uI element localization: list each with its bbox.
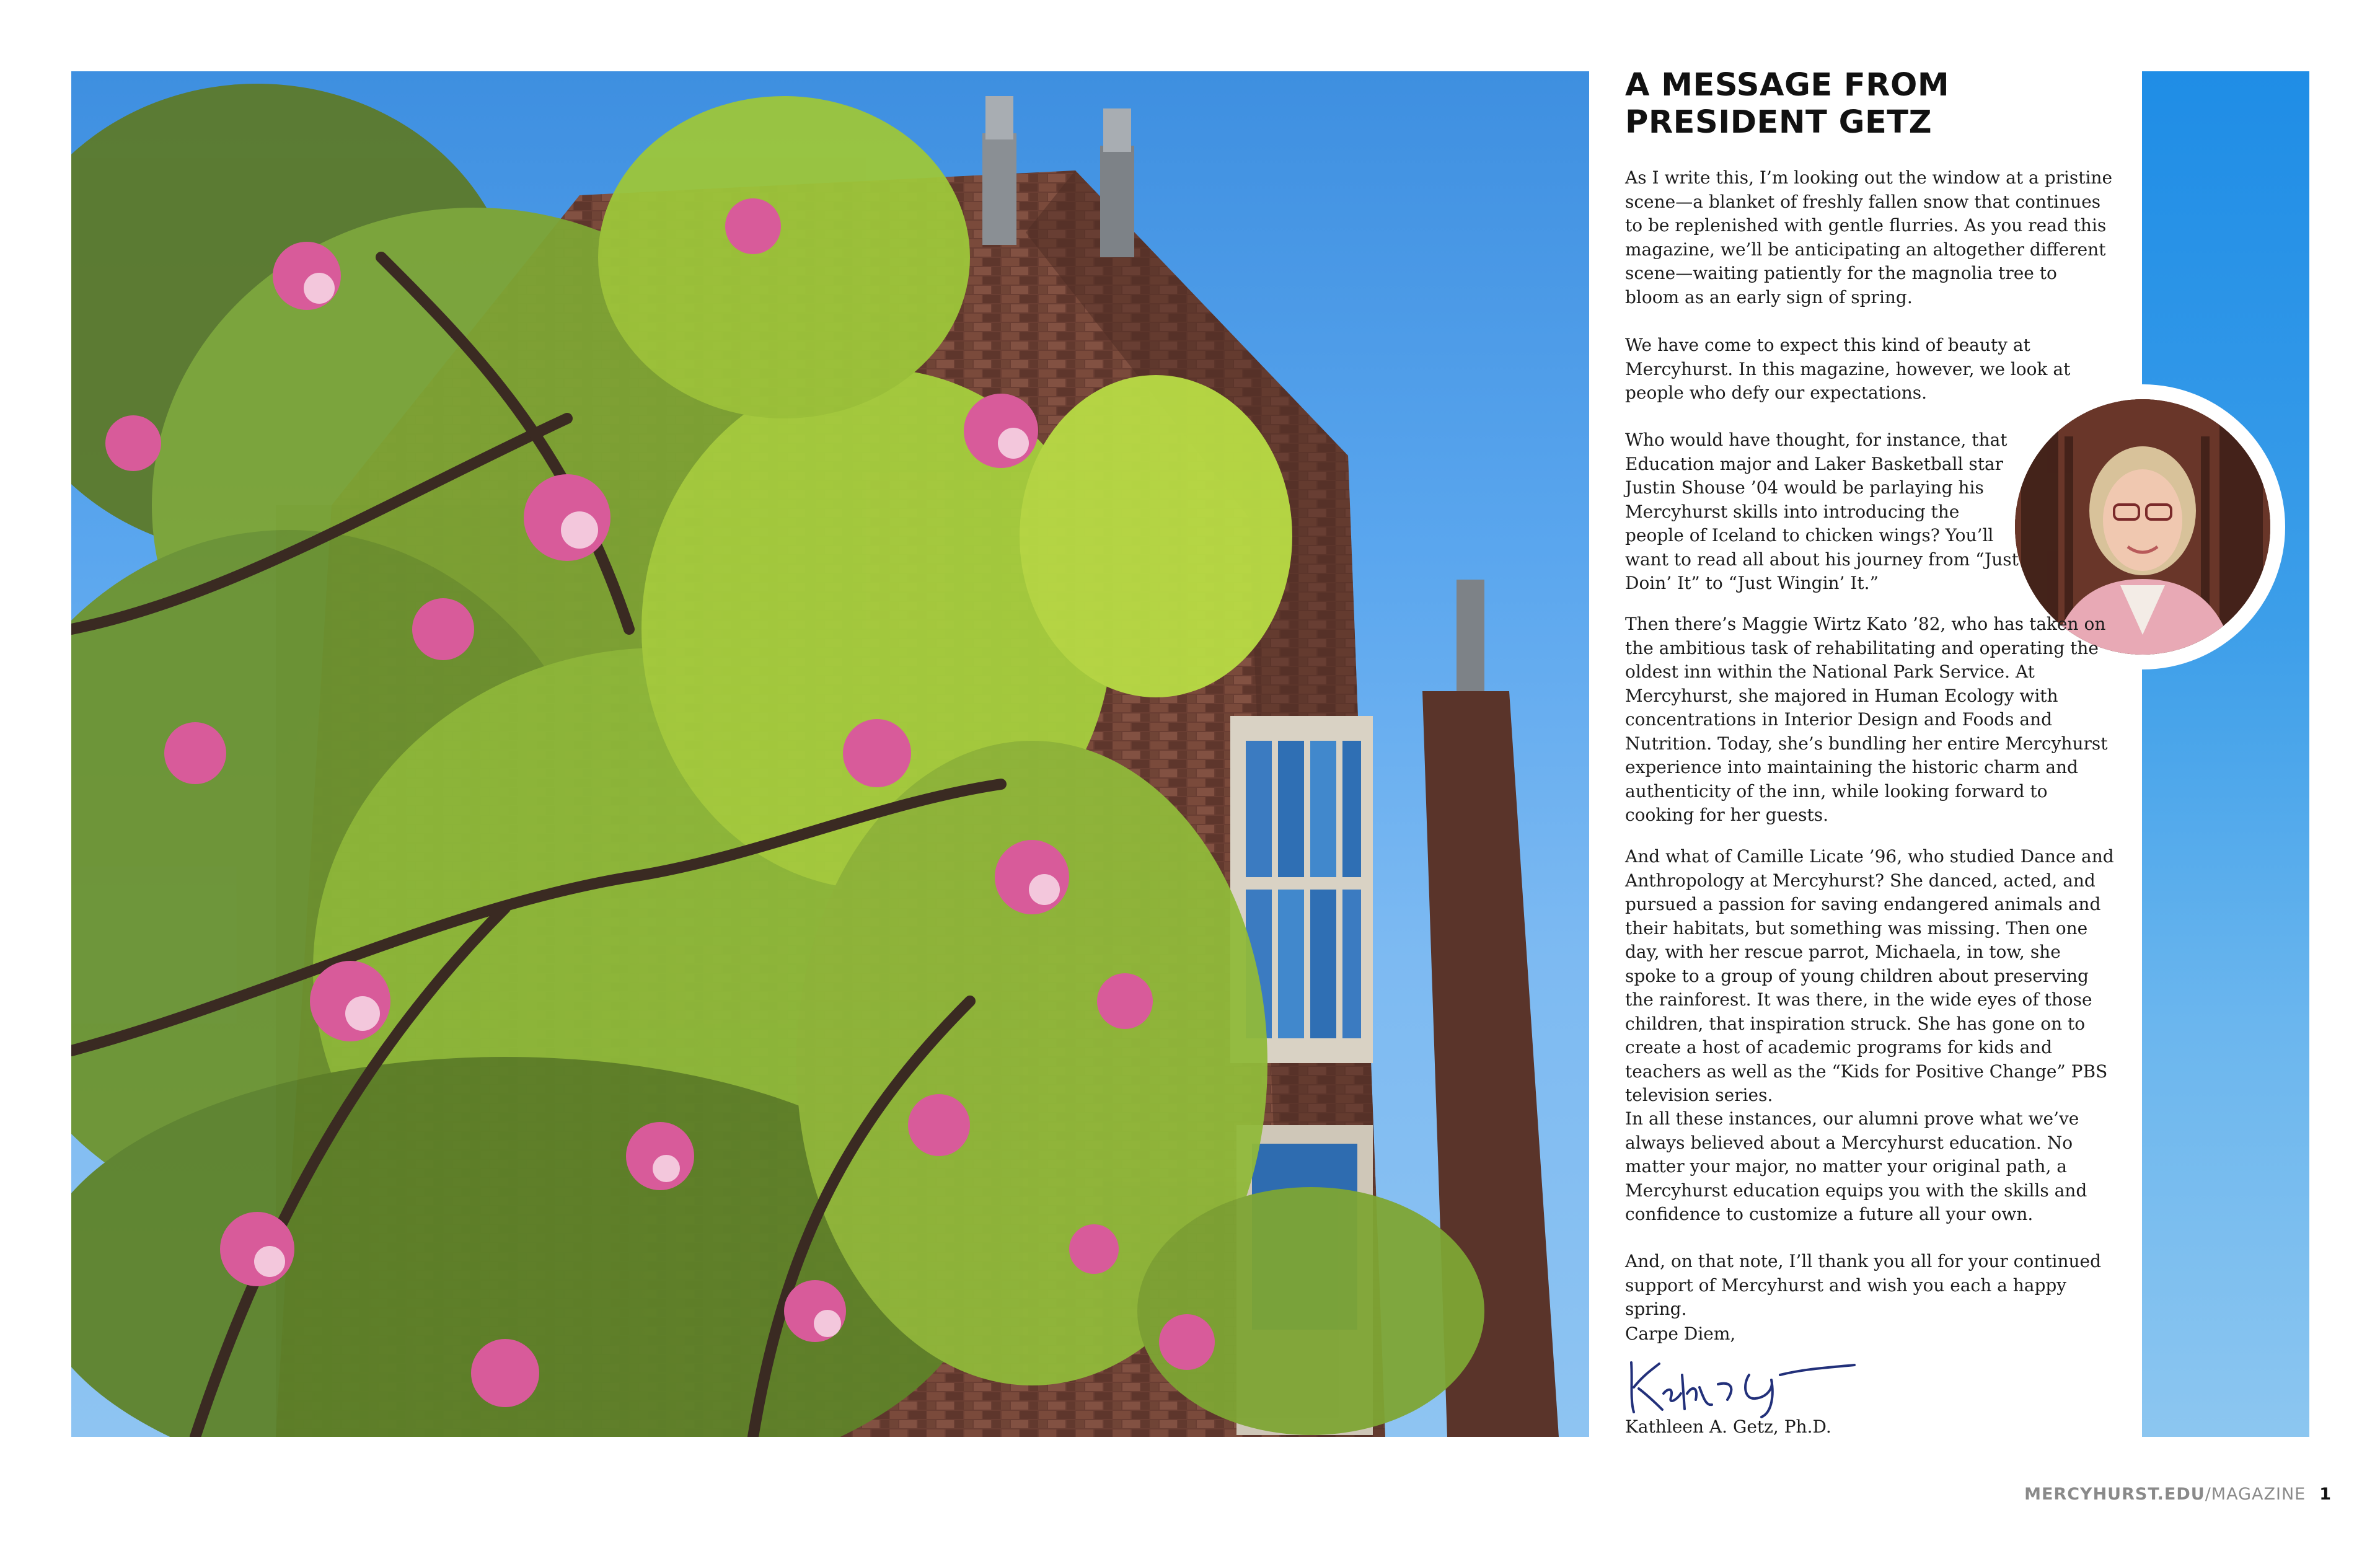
- paragraph-maggie-kato: Then there’s Maggie Wirtz Kato ’82, who has taken on the ambitious task of rehabilitating and operating the oldest inn within the National Park Service. At Mercyhurst, she majored in Human Ecology with concentrations in Interior Design and Foods and Nutrition. Today, she’s bundling her entire Mercyhurst experience into maintaining the historic charm and authenticity of the inn, while looking forward to cooking for her guests.: [1625, 614, 2108, 825]
- paragraph-justin-shouse: Who would have thought, for instance, that Education major and Laker Basketball star Justin Shouse ’04 would be parlaying his Mercyhurst skills into introducing the people of Iceland to chicken wings? You’ll want to read all about his journey from “Just Doin’ It” to “Just Wingin’ It.”: [1625, 430, 2019, 593]
- paragraph-thanks: And, on that note, I’ll thank you all for your continued support of Mercyhurst and wish you each a happy spring.: [1625, 1251, 2102, 1319]
- magnolia-tower-illustration: [71, 71, 1589, 1437]
- paragraph-expectations: We have come to expect this kind of beauty at Mercyhurst. In this magazine, however, we look at people who defy our expectations.: [1625, 335, 2071, 403]
- sky-photo-strip: [2142, 71, 2309, 1437]
- paragraph-alumni: In all these instances, our alumni prove what we’ve always believed about a Mercyhurst education. No matter your major, no matter your original path, a Mercyhurst education equips you with the skills and confidence to customize a future all your own.: [1625, 1108, 2087, 1224]
- signer-name: Kathleen A. Getz, Ph.D.: [1625, 1416, 1831, 1437]
- closing-line: Carpe Diem,: [1625, 1323, 1736, 1344]
- footer-path: /MAGAZINE: [2205, 1485, 2306, 1504]
- handwritten-signature: [1625, 1350, 1861, 1418]
- page-number: 1: [2319, 1485, 2332, 1504]
- footer-site[interactable]: MERCYHURST.EDU: [2024, 1485, 2205, 1504]
- page-footer: [2024, 1485, 2332, 1504]
- hero-photo-magnolia-tower: [71, 71, 1589, 1437]
- paragraph-intro: As I write this, I’m looking out the window at a pristine scene—a blanket of freshly fallen snow that continues to be replenished with gentle flurries. As you read this magazine, we’ll be anticipating an altogether different scene—waiting patiently for the magnolia tree to bloom as an early sign of spring.: [1625, 167, 2113, 307]
- paragraph-camille-licate: And what of Camille Licate ’96, who studied Dance and Anthropology at Mercyhurst? She danced, acted, and pursued a passion for saving endangered animals and their habitats, but something was missing. Then one day, with her rescue parrot, Michaela, in tow, she spoke to a group of young children about preserving the rainforest. It was there, in the wide eyes of those children, that inspiration struck. She has gone on to create a host of academic programs for kids and teachers as well as the “Kids for Positive Change” PBS television series.: [1625, 846, 2114, 1105]
- president-message-article: [1625, 67, 2121, 1437]
- article-headline: A MESSAGE FROM PRESIDENT GETZ: [1625, 67, 1950, 141]
